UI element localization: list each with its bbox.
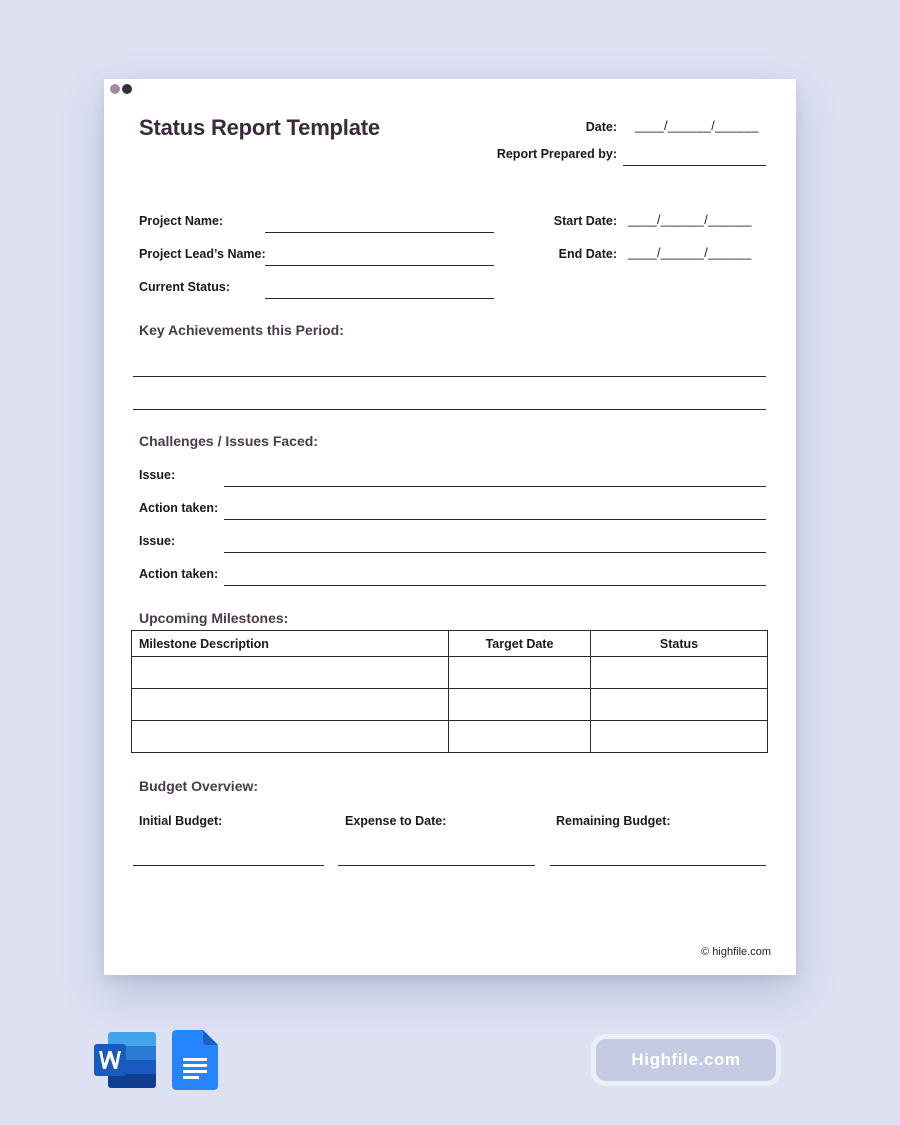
- status-cell[interactable]: [591, 657, 768, 689]
- milestone-description-cell[interactable]: [132, 657, 449, 689]
- project-name-label: Project Name:: [139, 214, 224, 228]
- project-lead-label: Project Lead’s Name:: [139, 247, 266, 261]
- action-taken-field[interactable]: [224, 519, 766, 520]
- milestone-description-cell[interactable]: [132, 721, 449, 753]
- project-lead-field[interactable]: [265, 265, 494, 266]
- window-dot-icon: [110, 84, 120, 94]
- highfile-badge[interactable]: [591, 1034, 781, 1086]
- issue-field[interactable]: [224, 486, 766, 487]
- target-date-cell[interactable]: [449, 657, 591, 689]
- table-header-row: [132, 631, 768, 657]
- action-taken-label: Action taken:: [139, 567, 219, 581]
- target-date-cell[interactable]: [449, 689, 591, 721]
- achievements-line[interactable]: [133, 376, 766, 377]
- milestones-table: [131, 630, 768, 753]
- remaining-budget-label: Remaining Budget:: [556, 814, 671, 828]
- prepared-by-label: Report Prepared by:: [496, 147, 617, 161]
- initial-budget-label: Initial Budget:: [139, 814, 223, 828]
- challenges-heading: Challenges / Issues Faced:: [139, 433, 318, 449]
- action-taken-field[interactable]: [224, 585, 766, 586]
- date-label: Date:: [585, 120, 617, 134]
- document-title: Status Report Template: [139, 115, 380, 140]
- issue-label: Issue:: [139, 534, 176, 548]
- microsoft-word-icon[interactable]: [94, 1030, 158, 1090]
- remaining-budget-field[interactable]: [550, 865, 766, 866]
- table-row: [132, 721, 768, 753]
- end-date-field[interactable]: ____/______/______: [628, 246, 752, 260]
- document-page: [104, 79, 796, 975]
- current-status-label: Current Status:: [139, 280, 230, 294]
- copyright-text: © highfile.com: [701, 946, 771, 958]
- prepared-by-field[interactable]: [623, 165, 766, 166]
- date-field[interactable]: ____/______/______: [635, 119, 759, 133]
- start-date-label: Start Date:: [553, 214, 617, 228]
- highfile-badge-text: Highfile.com: [596, 1039, 776, 1081]
- current-status-field[interactable]: [265, 298, 494, 299]
- achievements-heading: Key Achievements this Period:: [139, 322, 344, 338]
- milestone-description-cell[interactable]: [132, 689, 449, 721]
- table-row: [132, 657, 768, 689]
- table-row: [132, 689, 768, 721]
- start-date-field[interactable]: ____/______/______: [628, 213, 752, 227]
- status-cell[interactable]: [591, 721, 768, 753]
- target-date-cell[interactable]: [449, 721, 591, 753]
- action-taken-label: Action taken:: [139, 501, 219, 515]
- issue-label: Issue:: [139, 468, 176, 482]
- status-cell[interactable]: [591, 689, 768, 721]
- column-header-status: Status: [591, 631, 768, 657]
- column-header-description: Milestone Description: [132, 631, 449, 657]
- expense-to-date-field[interactable]: [338, 865, 535, 866]
- project-name-field[interactable]: [265, 232, 494, 233]
- window-dot-icon: [122, 84, 132, 94]
- column-header-target-date: Target Date: [449, 631, 591, 657]
- budget-heading: Budget Overview:: [139, 778, 259, 794]
- issue-field[interactable]: [224, 552, 766, 553]
- end-date-label: End Date:: [558, 247, 617, 261]
- achievements-line[interactable]: [133, 409, 766, 410]
- google-docs-icon[interactable]: [172, 1030, 218, 1090]
- initial-budget-field[interactable]: [133, 865, 324, 866]
- expense-to-date-label: Expense to Date:: [345, 814, 447, 828]
- milestones-heading: Upcoming Milestones:: [139, 610, 289, 626]
